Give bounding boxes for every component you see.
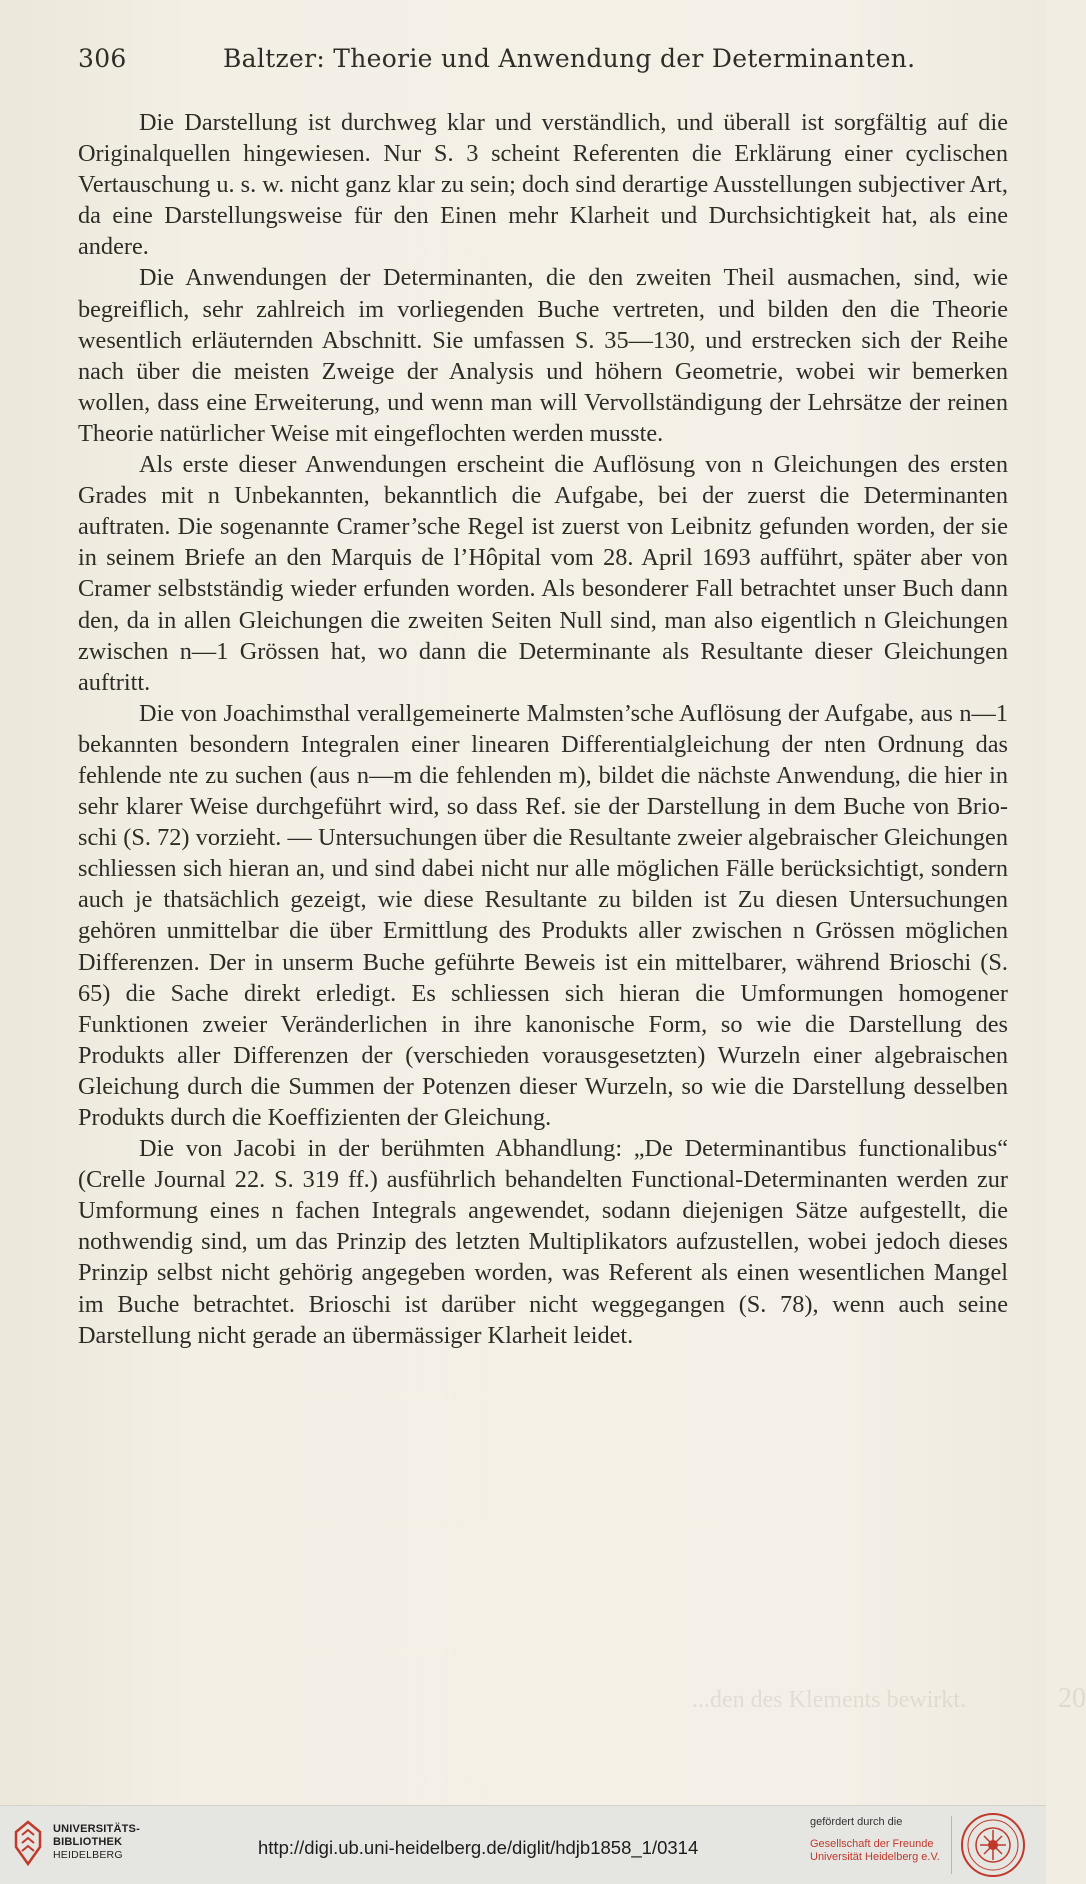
library-name-line-2: BIBLIOTHEK: [53, 1836, 123, 1848]
paragraph-2: Die Anwendungen der Determinanten, die den zweiten Theil ausmachen, sind, wie begreiflich, sehr zahlreich im vorliegenden Buche vertreten, und bilden den die Theorie wesentlich erläuternden Abschnitt. Sie umfassen S. 35—130, und erstrecken sich der Reihe nach über die meisten Zweige der Analysis und höhern Geometrie, wobei wir bemerken wollen, dass eine Erweiterung, und wenn man will Vervollständigung der Lehrsätze der reinen Theorie natürlicher Weise mit eingeflochten werden musste.: [78, 264, 1008, 447]
university-seal-icon: [960, 1812, 1026, 1878]
sponsor-name-line-2: Universität Heidelberg e.V.: [810, 1851, 940, 1863]
paragraph-1: Die Darstellung ist durchweg klar und verständlich, und überall ist sorgfältig auf die Originalquellen hingewiesen. Nur S. 3 scheint Referenten die Erklärung einer cyclischen Vertauschung u. s. w. nicht ganz klar zu sein; doch sind derartige Ausstellungen subjectiver Art, da eine Darstellungsweise für den Einen mehr Klarheit und Durchsichtigkeit hat, als eine andere.: [78, 109, 1008, 261]
page-header: [78, 44, 968, 84]
paragraph-3: Als erste dieser Anwendungen erscheint die Auflösung von n Gleichungen des ersten Grades mit n Unbekannten, bekanntlich die Aufgabe, bei der zuerst die Determinanten auftraten. Die sogenannte Cramer’sche Regel ist zuerst von Leibnitz gefunden worden, der sie in seinem Briefe an den Marquis de l’Hôpital vom 28. April 1693 aufführt, später aber von Cramer selbstständig wieder erfunden worden. Als besonderer Fall betrachtet unser Buch dann den, da in allen Gleichungen die zweiten Seiten Null sind, man also eigentlich n Gleichungen zwischen n—1 Grössen hat, wo dann die Determinante als Resultante dieser Gleichungen auftritt.: [78, 451, 1008, 696]
bleed-through-number: 20: [1057, 1683, 1086, 1714]
paragraph-5: Die von Jacobi in der berühmten Abhandlung: „De Determinantibus functionalibus“ (Crelle Journal 22. S. 319 ff.) ausführlich behandelten Functional-Determinanten werden zur Umformung eines n fachen Integrals angewendet, sodann diejenigen Sätze aufgestellt, die nothwendig sind, um das Prinzip des letzten Multiplikators aufzustellen, wobei jedoch dieses Prinzip selbst nicht gehörig angegeben worden, was Referent als einen wesentlichen Mangel im Buche betrachtet. Brioschi ist darüber nicht weggegangen (S. 78), wenn auch seine Darstellung nicht gerade an übermässiger Klarheit leidet.: [78, 1135, 1008, 1349]
page-number: 306: [78, 44, 127, 73]
library-logo-icon: [13, 1819, 43, 1867]
library-name-line-3: HEIDELBERG: [53, 1849, 123, 1861]
paragraph-4: Die von Joachimsthal verallgemeinerte Malmsten’sche Auflösung der Aufgabe, aus n—1 bekannten besondern Integralen einer linearen Differentialgleichung der nten Ordnung das fehlende nte zu suchen (aus n—m die fehlenden m), bildet die nächste Anwendung, die hier in sehr klarer Weise durchgeführt wird, so dass Ref. sie der Darstellung in dem Buche von Brioschi (S. 72) vorzieht. — Untersuchungen über die Resultante zweier algebraischer Gleichungen schliessen sich hieran an, und sind dabei nicht nur alle möglichen Fälle berücksichtigt, sondern auch je thatsächlich gezeigt, wie diese Resultante zu bilden ist Zu diesen Untersuchungen gehören unmittelbar die über Ermittlung des Produkts aller zwischen n Grössen möglichen Differenzen. Der in unserm Buche geführte Beweis ist ein mittelbarer, während Brioschi (S. 65) die Sache direkt erledigt. Es schliessen sich hieran die Umformungen homogener Funktionen zweier Veränderlichen in ihre kanonische Form, so wie die Darstellung des Produkts aller Differenzen der (verschieden vorausgesetzten) Wurzeln einer algebraischen Gleichung durch die Summen der Potenzen dieser Wurzeln, so wie die Darstellung desselben Produkts durch die Koeffizienten der Gleichung.: [78, 699, 1008, 1131]
viewer-footer: [0, 1805, 1046, 1884]
running-title: Baltzer: Theorie und Anwendung der Determinanten.: [223, 44, 916, 73]
library-name-line-1: UNIVERSITÄTS-: [53, 1823, 140, 1835]
footer-divider: [951, 1816, 952, 1874]
bleed-through-text: [692, 1684, 1086, 1715]
library-name: [53, 1823, 140, 1862]
sponsor-name[interactable]: [810, 1838, 940, 1864]
permalink-url[interactable]: http://digi.ub.uni-heidelberg.de/diglit/hdjb1858_1/0314: [258, 1837, 699, 1858]
bleed-through-line: ...den des Klements bewirkt.: [692, 1687, 966, 1713]
body-text: [78, 107, 1008, 1351]
sponsor-name-line-1: Gesellschaft der Freunde: [810, 1838, 934, 1850]
sponsor-label: gefördert durch die: [810, 1816, 903, 1828]
